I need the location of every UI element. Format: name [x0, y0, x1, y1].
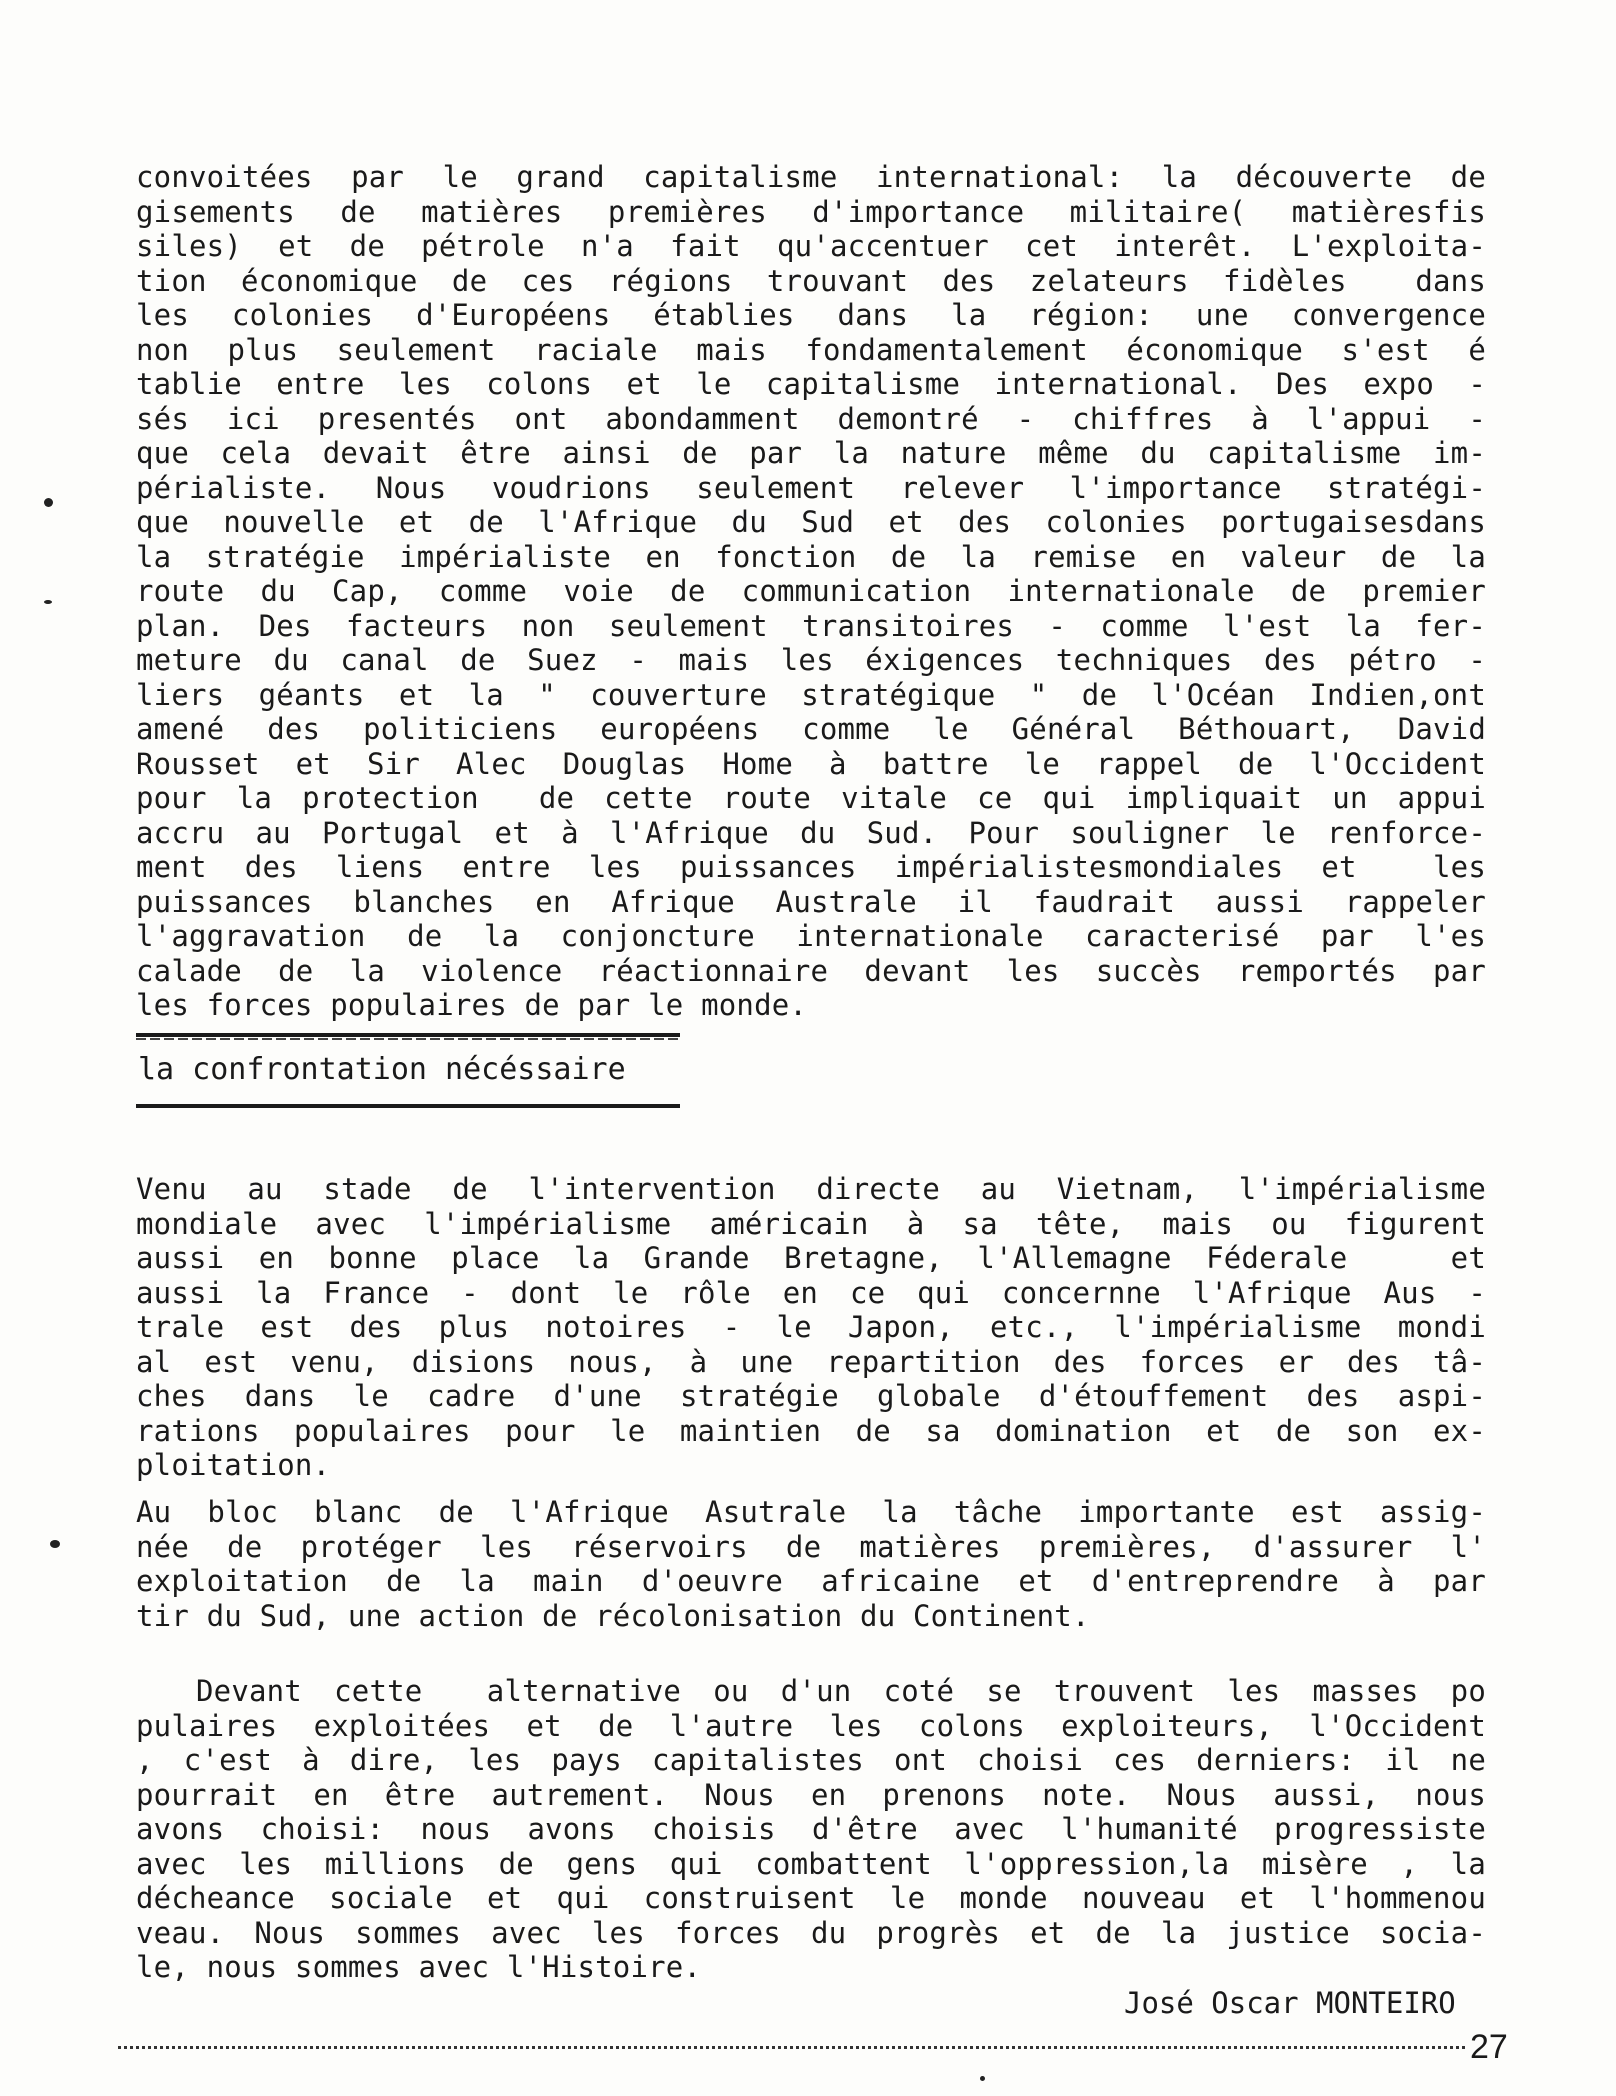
text-line: tablie entre les colons et le capitalisme international. Des expo -: [136, 367, 1486, 401]
text-line: tion économique de ces régions trouvant des zelateurs fidèles dans: [136, 263, 1486, 298]
section-heading: la confrontation nécéssaire: [138, 1052, 626, 1087]
text-line: siles) et de pétrole n'a fait qu'accentuer cet interêt. L'exploita-: [136, 229, 1486, 263]
footer-dotted-rule: [118, 2046, 1466, 2049]
text-line: liers géants et la " couverture stratégique " de l'Océan Indien,ont: [136, 677, 1486, 712]
text-line: décheance sociale et qui construisent le monde nouveau et l'hommenou: [136, 1881, 1486, 1915]
page-number: 27: [1470, 2028, 1508, 2066]
text-line: , c'est à dire, les pays capitalistes ont choisi ces derniers: il ne: [136, 1743, 1486, 1777]
text-line: al est venu, disions nous, à une repartition des forces er des tâ-: [136, 1344, 1486, 1379]
text-line: accru au Portugal et à l'Afrique du Sud. Pour souligner le renforce-: [136, 815, 1486, 850]
text-line: amené des politiciens européens comme le Général Béthouart, David: [136, 712, 1486, 746]
scan-speck: [44, 600, 52, 604]
paragraph-1: [136, 160, 1486, 1023]
text-line: Devant cette alternative ou d'un coté se trouvent les masses po: [196, 1674, 1486, 1708]
text-line: Au bloc blanc de l'Afrique Asutrale la tâche importante est assig-: [136, 1495, 1486, 1529]
text-line: l'aggravation de la conjoncture internationale caracterisé par l'es: [136, 919, 1486, 953]
text-line: exploitation de la main d'oeuvre africaine et d'entreprendre à par: [136, 1564, 1486, 1598]
text-line: née de protéger les réservoirs de matières premières, d'assurer l': [136, 1529, 1486, 1564]
author-signature: José Oscar MONTEIRO: [1124, 1986, 1456, 2020]
text-line: que cela devait être ainsi de par la nature même du capitalisme im-: [136, 436, 1486, 470]
text-line: avons choisi: nous avons choisis d'être avec l'humanité progressiste: [136, 1812, 1486, 1846]
text-line: puissances blanches en Afrique Australe il faudrait aussi rappeler: [136, 884, 1486, 919]
text-line: ploitation.: [136, 1448, 331, 1482]
text-line: Rousset et Sir Alec Douglas Home à battre le rappel de l'Occident: [136, 746, 1486, 781]
text-line: veau. Nous sommes avec les forces du progrès et de la justice socia-: [136, 1915, 1486, 1950]
text-line: la stratégie impérialiste en fonction de la remise en valeur de la: [136, 539, 1486, 574]
heading-rule-top: [136, 1033, 680, 1037]
text-line: route du Cap, comme voie de communication internationale de premier: [136, 574, 1486, 608]
text-line: calade de la violence réactionnaire devant les succès remportés par: [136, 953, 1486, 988]
text-line: avec les millions de gens qui combattent l'oppression,la misère , la: [136, 1846, 1486, 1881]
text-line: non plus seulement raciale mais fondamentalement économique s'est é: [136, 332, 1486, 367]
text-line: trale est des plus notoires - le Japon, etc., l'impérialisme mondi: [136, 1310, 1486, 1344]
text-line: gisements de matières premières d'importance militaire( matièresfis: [136, 194, 1486, 229]
scan-speck: [980, 2076, 985, 2081]
text-line: aussi la France - dont le rôle en ce qui concernne l'Afrique Aus -: [136, 1275, 1486, 1310]
text-line: aussi en bonne place la Grande Bretagne, l'Allemagne Féderale et: [136, 1241, 1486, 1275]
paragraph-3: [136, 1495, 1486, 1633]
heading-rule-bottom: [136, 1104, 680, 1108]
text-line: pour la protection de cette route vitale ce qui impliquait un appui: [136, 781, 1486, 815]
paragraph-4: [136, 1674, 1486, 1985]
scan-speck: [44, 498, 53, 507]
text-line: périaliste. Nous voudrions seulement relever l'importance stratégi-: [136, 470, 1486, 505]
text-line: les forces populaires de par le monde.: [136, 988, 808, 1022]
text-line: que nouvelle et de l'Afrique du Sud et des colonies portugaisesdans: [136, 505, 1486, 539]
scan-speck: [50, 1540, 60, 1548]
text-line: mondiale avec l'impérialisme américain à sa tête, mais ou figurent: [136, 1206, 1486, 1241]
heading-rule-top-dotted: [136, 1038, 680, 1040]
text-line: tir du Sud, une action de récolonisation du Continent.: [136, 1598, 1090, 1633]
text-line: sés ici presentés ont abondamment demontré - chiffres à l'appui -: [136, 401, 1486, 436]
text-line: meture du canal de Suez - mais les éxigences techniques des pétro -: [136, 643, 1486, 677]
paragraph-2: [136, 1172, 1486, 1483]
text-line: Venu au stade de l'intervention directe au Vietnam, l'impérialisme: [136, 1172, 1486, 1206]
text-line: pulaires exploitées et de l'autre les colons exploiteurs, l'Occident: [136, 1708, 1486, 1743]
text-line: pourrait en être autrement. Nous en prenons note. Nous aussi, nous: [136, 1777, 1486, 1812]
text-line: ches dans le cadre d'une stratégie globale d'étouffement des aspi-: [136, 1379, 1486, 1413]
text-line: ment des liens entre les puissances impérialistesmondiales et les: [136, 850, 1486, 884]
text-line: plan. Des facteurs non seulement transitoires - comme l'est la fer-: [136, 608, 1486, 643]
text-line: les colonies d'Européens établies dans la région: une convergence: [136, 298, 1486, 332]
text-line: le, nous sommes avec l'Histoire.: [136, 1950, 702, 1984]
text-line: convoitées par le grand capitalisme international: la découverte de: [136, 160, 1486, 194]
text-line: rations populaires pour le maintien de sa domination et de son ex-: [136, 1413, 1486, 1448]
